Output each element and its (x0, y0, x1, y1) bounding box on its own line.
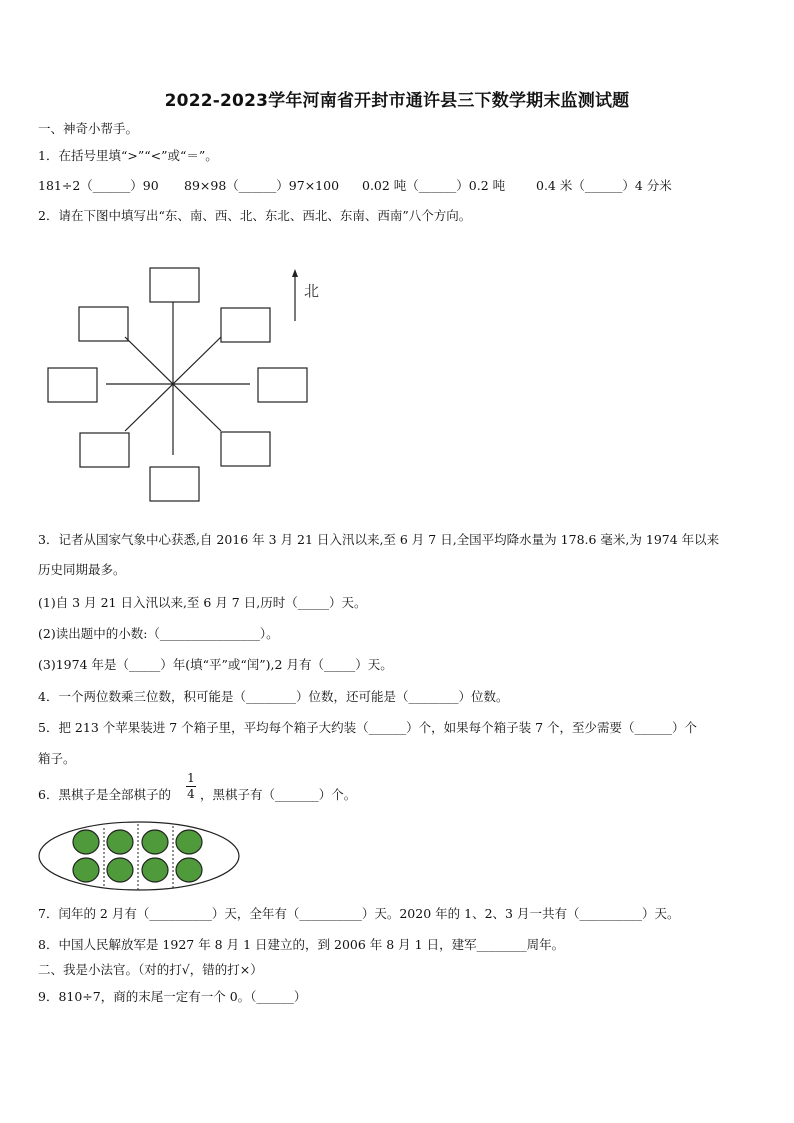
answer-box-southeast (221, 432, 270, 466)
answer-box-east (258, 368, 307, 402)
fraction-numerator: 1 (187, 771, 195, 785)
chess-piece-circle (73, 830, 99, 854)
answer-box-northwest (79, 307, 128, 341)
chess-piece-circle (107, 858, 133, 882)
question-1-item-2: 89×98（______）97×100 (184, 178, 340, 193)
question-6-text-after: ，黑棋子有（_______）个。 (200, 787, 357, 802)
outer-ellipse (39, 822, 239, 890)
chess-piece-circle (176, 858, 202, 882)
answer-box-north (150, 268, 199, 302)
question-3-sub-2: (2)读出题中的小数:（________________）。 (38, 626, 279, 641)
chess-piece-circle (73, 858, 99, 882)
chess-piece-circle (142, 858, 168, 882)
question-2-prompt: 2．请在下图中填写出“东、南、西、北、东北、西北、东南、西南”八个方向。 (38, 208, 472, 223)
question-4: 4．一个两位数乘三位数，积可能是（________）位数，还可能是（________）位数。 (38, 689, 509, 704)
fraction-denominator: 4 (187, 787, 195, 801)
question-9: 9．810÷7，商的末尾一定有一个 0。（______） (38, 989, 307, 1004)
answer-box-south (150, 467, 199, 501)
section-heading-1: 一、神奇小帮手。 (38, 121, 139, 136)
answer-box-west (48, 368, 97, 402)
compass-diagram (40, 255, 340, 510)
question-1-item-1: 181÷2（______）90 (38, 178, 159, 193)
answer-box-southwest (80, 433, 129, 467)
question-1-prompt: 1．在括号里填“>”“<”或“＝”。 (38, 148, 218, 163)
question-3-sub-3: (3)1974 年是（_____）年(填“平”或“闰”),2 月有（_____）天。 (38, 657, 393, 672)
question-3-prompt-line-2: 历史同期最多。 (38, 562, 126, 577)
chess-piece-circle (107, 830, 133, 854)
question-3-sub-1: (1)自 3 月 21 日入汛以来,至 6 月 7 日,历时（_____）天。 (38, 595, 367, 610)
question-6-fraction (186, 772, 196, 801)
question-1-item-3: 0.02 吨（______）0.2 吨 (362, 178, 506, 193)
page-title: 2022-2023学年河南省开封市通许县三下数学期末监测试题 (164, 91, 630, 111)
north-label: 北 (304, 282, 320, 300)
question-7: 7．闰年的 2 月有（__________）天，全年有（__________）天。2020 年的 1、2、3 月一共有（__________）天。 (38, 906, 680, 921)
question-1-item-4: 0.4 米（______）4 分米 (536, 178, 672, 193)
question-5-line-2: 箱子。 (38, 751, 76, 766)
question-6-text-before: 6．黑棋子是全部棋子的 (38, 787, 171, 802)
question-8: 8．中国人民解放军是 1927 年 8 月 1 日建立的，到 2006 年 8 月 1 日，建军________周年。 (38, 937, 565, 952)
chess-piece-circle (142, 830, 168, 854)
section-heading-2: 二、我是小法官。（对的打√，错的打×） (38, 962, 263, 977)
answer-box-northeast (221, 308, 270, 342)
chess-piece-circle (176, 830, 202, 854)
chess-pieces-diagram (36, 820, 248, 896)
question-3-prompt-line-1: 3．记者从国家气象中心获悉,自 2016 年 3 月 21 日入汛以来,至 6 月 7 日,全国平均降水量为 178.6 毫米,为 1974 年以来 (38, 532, 720, 547)
question-5-line-1: 5．把 213 个苹果装进 7 个箱子里，平均每个箱子大约装（______）个，如果每个箱子装 7 个，至少需要（______）个 (38, 720, 698, 735)
